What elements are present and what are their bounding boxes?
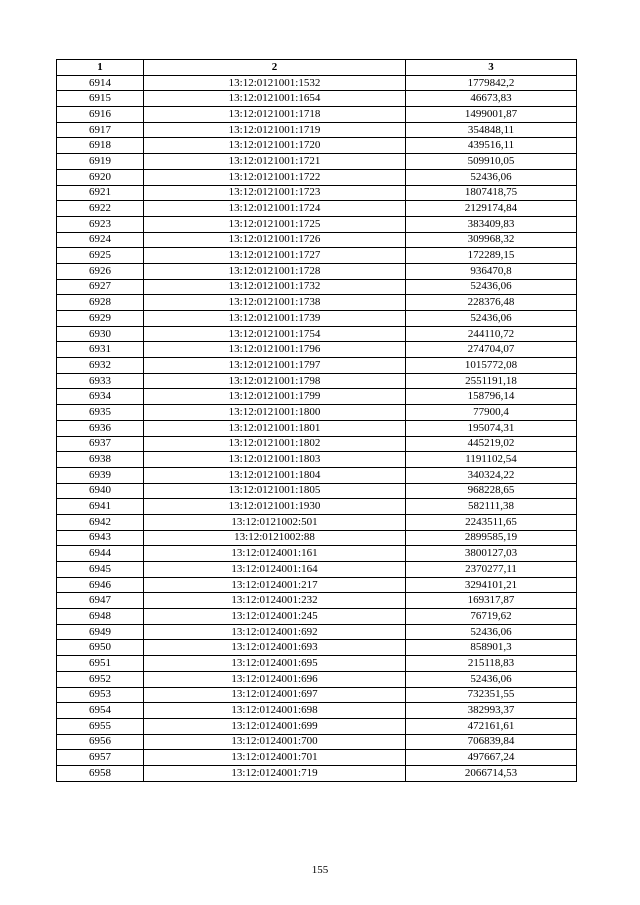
value-cell: 309968,32 <box>406 232 577 248</box>
cadastral-number-cell: 13:12:0121001:1801 <box>144 420 406 436</box>
cadastral-number-cell: 13:12:0121001:1738 <box>144 295 406 311</box>
value-cell: 274704,07 <box>406 342 577 358</box>
column-header-1: 1 <box>57 60 144 76</box>
cadastral-number-cell: 13:12:0124001:719 <box>144 765 406 781</box>
table-row <box>57 765 577 781</box>
value-cell: 2243511,65 <box>406 514 577 530</box>
row-number-cell: 6929 <box>57 311 144 327</box>
table-row <box>57 373 577 389</box>
table-row <box>57 91 577 107</box>
value-cell: 215118,83 <box>406 656 577 672</box>
cadastral-number-cell: 13:12:0121001:1732 <box>144 279 406 295</box>
value-cell: 1191102,54 <box>406 452 577 468</box>
table-row <box>57 687 577 703</box>
table-row <box>57 232 577 248</box>
table-row <box>57 514 577 530</box>
row-number-cell: 6935 <box>57 405 144 421</box>
value-cell: 77900,4 <box>406 405 577 421</box>
table-row <box>57 593 577 609</box>
value-cell: 340324,22 <box>406 467 577 483</box>
table-row <box>57 656 577 672</box>
table-row <box>57 718 577 734</box>
table-row <box>57 467 577 483</box>
table-row <box>57 122 577 138</box>
row-number-cell: 6949 <box>57 624 144 640</box>
row-number-cell: 6920 <box>57 169 144 185</box>
row-number-cell: 6942 <box>57 514 144 530</box>
cadastral-number-cell: 13:12:0124001:161 <box>144 546 406 562</box>
table-row <box>57 734 577 750</box>
value-cell: 936470,8 <box>406 263 577 279</box>
value-cell: 1807418,75 <box>406 185 577 201</box>
row-number-cell: 6914 <box>57 75 144 91</box>
cadastral-number-cell: 13:12:0121001:1720 <box>144 138 406 154</box>
cadastral-number-cell: 13:12:0121001:1728 <box>144 263 406 279</box>
cadastral-number-cell: 13:12:0124001:698 <box>144 703 406 719</box>
page-number: 155 <box>311 864 329 876</box>
row-number-cell: 6957 <box>57 750 144 766</box>
cadastral-number-cell: 13:12:0124001:699 <box>144 718 406 734</box>
table-row <box>57 436 577 452</box>
row-number-cell: 6956 <box>57 734 144 750</box>
value-cell: 858901,3 <box>406 640 577 656</box>
cadastral-number-cell: 13:12:0124001:232 <box>144 593 406 609</box>
cadastral-number-cell: 13:12:0121001:1654 <box>144 91 406 107</box>
cadastral-number-cell: 13:12:0121001:1930 <box>144 499 406 515</box>
row-number-cell: 6922 <box>57 201 144 217</box>
cadastral-number-cell: 13:12:0121001:1739 <box>144 311 406 327</box>
cadastral-number-cell: 13:12:0121001:1725 <box>144 216 406 232</box>
value-cell: 472161,61 <box>406 718 577 734</box>
cadastral-number-cell: 13:12:0124001:701 <box>144 750 406 766</box>
table-header <box>57 60 577 76</box>
value-cell: 1779842,2 <box>406 75 577 91</box>
value-cell: 76719,62 <box>406 609 577 625</box>
table-row <box>57 311 577 327</box>
table-row <box>57 279 577 295</box>
row-number-cell: 6924 <box>57 232 144 248</box>
value-cell: 1015772,08 <box>406 358 577 374</box>
table-row <box>57 499 577 515</box>
value-cell: 706839,84 <box>406 734 577 750</box>
table-row <box>57 185 577 201</box>
value-cell: 52436,06 <box>406 311 577 327</box>
column-header-3: 3 <box>406 60 577 76</box>
table-row <box>57 107 577 123</box>
table-row <box>57 75 577 91</box>
cadastral-number-cell: 13:12:0121001:1796 <box>144 342 406 358</box>
table-row <box>57 530 577 546</box>
row-number-cell: 6945 <box>57 562 144 578</box>
table-row <box>57 295 577 311</box>
value-cell: 1499001,87 <box>406 107 577 123</box>
cadastral-number-cell: 13:12:0121001:1805 <box>144 483 406 499</box>
cadastral-number-cell: 13:12:0121002:501 <box>144 514 406 530</box>
row-number-cell: 6937 <box>57 436 144 452</box>
value-cell: 228376,48 <box>406 295 577 311</box>
row-number-cell: 6919 <box>57 154 144 170</box>
row-number-cell: 6944 <box>57 546 144 562</box>
table-row <box>57 342 577 358</box>
row-number-cell: 6938 <box>57 452 144 468</box>
cadastral-number-cell: 13:12:0121001:1800 <box>144 405 406 421</box>
row-number-cell: 6943 <box>57 530 144 546</box>
value-cell: 497667,24 <box>406 750 577 766</box>
value-cell: 52436,06 <box>406 169 577 185</box>
value-cell: 2370277,11 <box>406 562 577 578</box>
table-row <box>57 624 577 640</box>
row-number-cell: 6948 <box>57 609 144 625</box>
table-row <box>57 562 577 578</box>
row-number-cell: 6951 <box>57 656 144 672</box>
row-number-cell: 6927 <box>57 279 144 295</box>
table-row <box>57 248 577 264</box>
table-row <box>57 216 577 232</box>
value-cell: 52436,06 <box>406 671 577 687</box>
row-number-cell: 6915 <box>57 91 144 107</box>
row-number-cell: 6953 <box>57 687 144 703</box>
value-cell: 2129174,84 <box>406 201 577 217</box>
value-cell: 3800127,03 <box>406 546 577 562</box>
value-cell: 509910,05 <box>406 154 577 170</box>
row-number-cell: 6917 <box>57 122 144 138</box>
table-row <box>57 326 577 342</box>
table-row <box>57 546 577 562</box>
value-cell: 439516,11 <box>406 138 577 154</box>
table-row <box>57 138 577 154</box>
row-number-cell: 6954 <box>57 703 144 719</box>
value-cell: 172289,15 <box>406 248 577 264</box>
row-number-cell: 6934 <box>57 389 144 405</box>
cadastral-number-cell: 13:12:0121001:1723 <box>144 185 406 201</box>
cadastral-number-cell: 13:12:0121001:1798 <box>144 373 406 389</box>
cadastral-number-cell: 13:12:0121001:1727 <box>144 248 406 264</box>
row-number-cell: 6926 <box>57 263 144 279</box>
cadastral-number-cell: 13:12:0121001:1719 <box>144 122 406 138</box>
row-number-cell: 6923 <box>57 216 144 232</box>
cadastral-number-cell: 13:12:0121001:1532 <box>144 75 406 91</box>
row-number-cell: 6939 <box>57 467 144 483</box>
cadastral-number-cell: 13:12:0121001:1726 <box>144 232 406 248</box>
cadastral-number-cell: 13:12:0124001:164 <box>144 562 406 578</box>
cadastral-number-cell: 13:12:0121002:88 <box>144 530 406 546</box>
table-row <box>57 389 577 405</box>
row-number-cell: 6958 <box>57 765 144 781</box>
value-cell: 46673,83 <box>406 91 577 107</box>
cadastral-number-cell: 13:12:0121001:1799 <box>144 389 406 405</box>
cadastral-number-cell: 13:12:0121001:1718 <box>144 107 406 123</box>
header-row <box>57 60 577 76</box>
cadastral-number-cell: 13:12:0121001:1804 <box>144 467 406 483</box>
value-cell: 383409,83 <box>406 216 577 232</box>
value-cell: 2899585,19 <box>406 530 577 546</box>
value-cell: 354848,11 <box>406 122 577 138</box>
row-number-cell: 6928 <box>57 295 144 311</box>
value-cell: 52436,06 <box>406 279 577 295</box>
value-cell: 445219,02 <box>406 436 577 452</box>
cadastral-number-cell: 13:12:0121001:1721 <box>144 154 406 170</box>
row-number-cell: 6946 <box>57 577 144 593</box>
cadastral-number-cell: 13:12:0124001:700 <box>144 734 406 750</box>
row-number-cell: 6921 <box>57 185 144 201</box>
table-row <box>57 420 577 436</box>
cadastral-number-cell: 13:12:0124001:693 <box>144 640 406 656</box>
value-cell: 3294101,21 <box>406 577 577 593</box>
table-row <box>57 483 577 499</box>
cadastral-number-cell: 13:12:0121001:1754 <box>144 326 406 342</box>
row-number-cell: 6950 <box>57 640 144 656</box>
row-number-cell: 6940 <box>57 483 144 499</box>
column-header-2: 2 <box>144 60 406 76</box>
value-cell: 382993,37 <box>406 703 577 719</box>
value-cell: 195074,31 <box>406 420 577 436</box>
cadastral-number-cell: 13:12:0121001:1803 <box>144 452 406 468</box>
cadastral-number-cell: 13:12:0121001:1802 <box>144 436 406 452</box>
table-row <box>57 201 577 217</box>
value-cell: 169317,87 <box>406 593 577 609</box>
value-cell: 582111,38 <box>406 499 577 515</box>
row-number-cell: 6947 <box>57 593 144 609</box>
cadastral-number-cell: 13:12:0124001:692 <box>144 624 406 640</box>
table-row <box>57 405 577 421</box>
table-row <box>57 609 577 625</box>
row-number-cell: 6941 <box>57 499 144 515</box>
value-cell: 2551191,18 <box>406 373 577 389</box>
row-number-cell: 6916 <box>57 107 144 123</box>
cadastral-number-cell: 13:12:0124001:696 <box>144 671 406 687</box>
table-row <box>57 154 577 170</box>
table-row <box>57 703 577 719</box>
value-cell: 158796,14 <box>406 389 577 405</box>
cadastral-number-cell: 13:12:0124001:695 <box>144 656 406 672</box>
row-number-cell: 6925 <box>57 248 144 264</box>
row-number-cell: 6932 <box>57 358 144 374</box>
table-row <box>57 750 577 766</box>
row-number-cell: 6918 <box>57 138 144 154</box>
row-number-cell: 6931 <box>57 342 144 358</box>
data-table <box>56 59 577 782</box>
row-number-cell: 6936 <box>57 420 144 436</box>
value-cell: 244110,72 <box>406 326 577 342</box>
cadastral-number-cell: 13:12:0121001:1797 <box>144 358 406 374</box>
row-number-cell: 6955 <box>57 718 144 734</box>
table-row <box>57 263 577 279</box>
cadastral-number-cell: 13:12:0124001:217 <box>144 577 406 593</box>
table-row <box>57 358 577 374</box>
table-row <box>57 671 577 687</box>
table-row <box>57 169 577 185</box>
value-cell: 732351,55 <box>406 687 577 703</box>
row-number-cell: 6930 <box>57 326 144 342</box>
value-cell: 968228,65 <box>406 483 577 499</box>
table-row <box>57 640 577 656</box>
cadastral-number-cell: 13:12:0124001:697 <box>144 687 406 703</box>
row-number-cell: 6952 <box>57 671 144 687</box>
cadastral-number-cell: 13:12:0121001:1724 <box>144 201 406 217</box>
row-number-cell: 6933 <box>57 373 144 389</box>
table-body <box>57 75 577 781</box>
value-cell: 2066714,53 <box>406 765 577 781</box>
cadastral-number-cell: 13:12:0124001:245 <box>144 609 406 625</box>
table-row <box>57 577 577 593</box>
table-row <box>57 452 577 468</box>
value-cell: 52436,06 <box>406 624 577 640</box>
cadastral-number-cell: 13:12:0121001:1722 <box>144 169 406 185</box>
